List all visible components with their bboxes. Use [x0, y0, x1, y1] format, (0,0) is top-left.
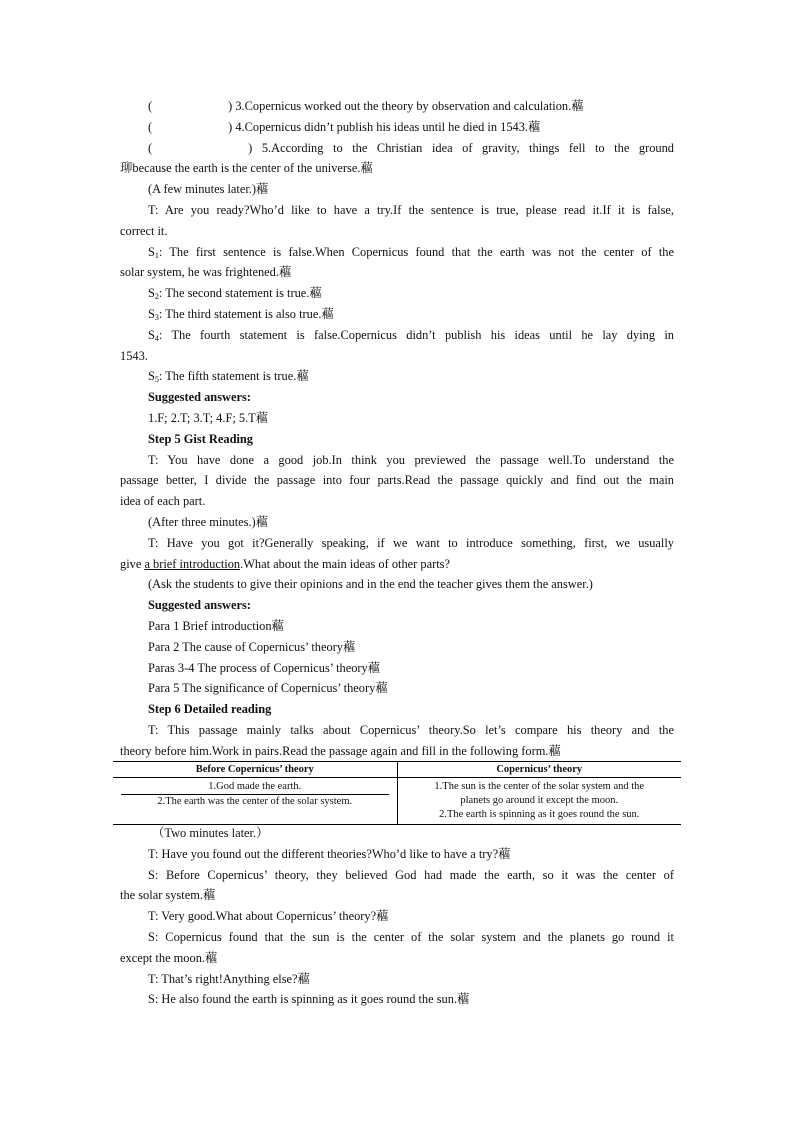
teacher-line-cont: correct it. [120, 223, 168, 238]
student-2-line: $S_2$: The second statement is true.藲 [148, 286, 322, 302]
stage-direction: (A few minutes later.)藲 [148, 182, 269, 197]
suggested-answers-heading: Suggested answers: [148, 390, 251, 405]
student-5-line: $S_5$: The fifth statement is true.藲 [148, 369, 309, 385]
student-line: S: He also found the earth is spinning as it goes round the sun.藲 [148, 992, 470, 1007]
student-4-line-cont: 1543. [120, 348, 148, 363]
student-line: S: Copernicus found that the sun is the center of the solar system and the planets go round it [148, 929, 674, 944]
cell-line: 2.The earth was the center of the solar system. [157, 796, 353, 807]
teacher-line: T: You have done a good job.In think you previewed the passage well.To understand the [148, 452, 674, 467]
teacher-line: T: That’s right!Anything else?藲 [148, 971, 310, 986]
brief-introduction-underlined: a brief introduction [144, 556, 241, 571]
comparison-table [113, 761, 681, 825]
tf-item-5-cont: 珋because the earth is the center of the universe.藲 [120, 161, 373, 176]
table-header-before: Before Copernicus’ theory [113, 762, 397, 778]
cell-line: 1.The sun is the center of the solar system and the [434, 781, 645, 792]
student-1-line: $S_1$: The first sentence is false.When Copernicus found that the earth was not the center of the [148, 244, 674, 260]
teacher-line-cont: give a brief introduction.What about the main ideas of other parts? [120, 556, 450, 571]
table-header-row [113, 762, 681, 778]
step5-heading: Step 5 Gist Reading [148, 431, 253, 446]
document-body [120, 96, 674, 762]
suggested-answers-heading: Suggested answers: [148, 598, 251, 613]
cell-line: planets go around it except the moon. [460, 795, 619, 806]
cell-line: 1.God made the earth. [121, 780, 389, 795]
stage-direction: (After three minutes.)藲 [148, 514, 269, 529]
para-summary: Para 5 The significance of Copernicus’ theory藲 [148, 681, 388, 696]
tf-item-4: ( ) 4.Copernicus didn’t publish his ideas until he died in 1543.藲 [148, 119, 541, 134]
cell-before [113, 778, 397, 825]
para-summary: Para 1 Brief introduction藲 [148, 618, 284, 633]
teacher-line: T: Are you ready?Who’d like to have a try.If the sentence is true, please read it.If it is false, [148, 202, 674, 217]
teacher-line: T: This passage mainly talks about Copernicus’ theory.So let’s compare his theory and the [148, 722, 674, 737]
para-summary: Para 2 The cause of Copernicus’ theory藲 [148, 639, 356, 654]
tf-item-5: ( ) 5.According to the Christian idea of gravity, things fell to the ground [148, 140, 674, 155]
student-1-line-cont: solar system, he was frightened.藲 [120, 265, 292, 280]
student-4-line: $S_4$: The fourth statement is false.Copernicus didn’t publish his ideas until he lay dying in [148, 327, 674, 343]
student-line-cont: except the moon.藲 [120, 950, 218, 965]
student-line: S: Before Copernicus’ theory, they believed God had made the earth, so it was the center of [148, 867, 674, 882]
para-summary: Paras 3-4 The process of Copernicus’ theory藲 [148, 660, 381, 675]
teacher-line: T: Have you found out the different theories?Who’d like to have a try?藲 [148, 846, 511, 861]
stage-direction: （Two minutes later.） [152, 826, 269, 840]
student-3-line: $S_3$: The third statement is also true.藲 [148, 306, 334, 322]
tf-item-3: ( ) 3.Copernicus worked out the theory by observation and calculation.藲 [148, 99, 584, 113]
teacher-line-cont: theory before him.Work in pairs.Read the passage again and fill in the following form.藲 [120, 743, 561, 758]
cell-copernicus [397, 778, 681, 825]
table-header-copernicus: Copernicus’ theory [397, 762, 681, 778]
answers-line: 1.F; 2.T; 3.T; 4.F; 5.T藲 [148, 410, 269, 425]
step6-heading: Step 6 Detailed reading [148, 702, 272, 717]
table-row [113, 778, 681, 825]
stage-direction: (Ask the students to give their opinions and in the end the teacher gives them the answer.) [148, 577, 593, 592]
student-line-cont: the solar system.藲 [120, 888, 216, 903]
teacher-line: T: Very good.What about Copernicus’ theory?藲 [148, 909, 389, 924]
cell-line: 2.The earth is spinning as it goes round the sun. [439, 809, 640, 820]
dialogue-after-table [120, 823, 674, 1010]
teacher-line: T: Have you got it?Generally speaking, if we want to introduce something, first, we usually [148, 535, 674, 550]
teacher-line-cont: passage better, I divide the passage into four parts.Read the passage quickly and find out the main [120, 473, 674, 488]
teacher-line-cont: idea of each part. [120, 494, 206, 509]
